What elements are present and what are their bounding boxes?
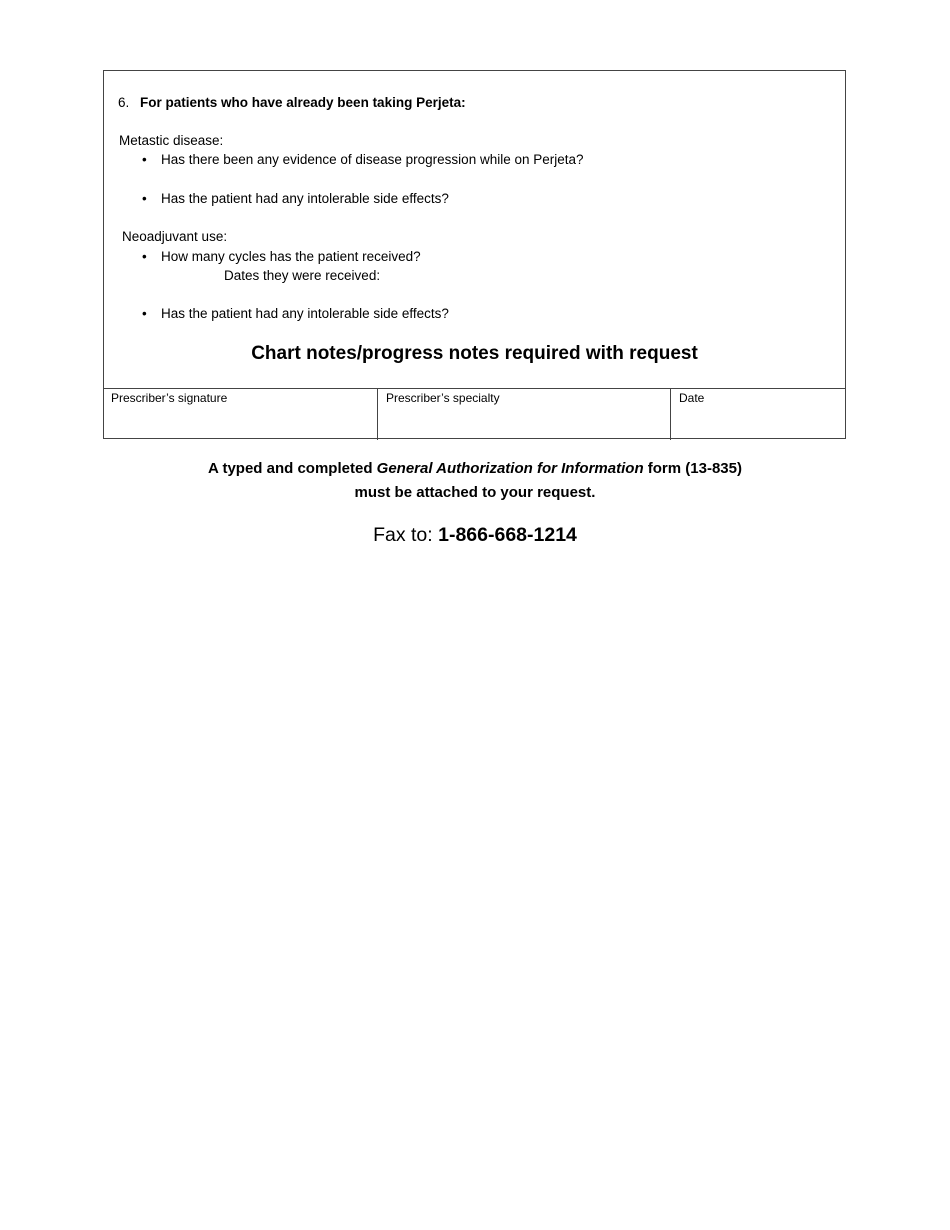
fax-label: Fax to: xyxy=(373,524,439,546)
chart-notes-heading: Chart notes/progress notes required with request xyxy=(251,343,698,364)
fax-line xyxy=(0,524,950,547)
metastatic-label: Metastic disease: xyxy=(119,133,224,148)
prescriber-signature-label: Prescriber’s signature xyxy=(111,391,228,405)
metastatic-item-progression: • Has there been any evidence of disease progression while on Perjeta? xyxy=(161,152,584,167)
neoadjuvant-item-side-effects: • Has the patient had any intolerable side effects? xyxy=(161,306,449,321)
neoadjuvant-label: Neoadjuvant use: xyxy=(122,229,228,244)
neoadjuvant-dates-label: Dates they were received: xyxy=(224,268,381,283)
notice-suffix: form (13-835) xyxy=(643,460,742,477)
question-number: 6. xyxy=(118,95,130,110)
date-label: Date xyxy=(679,391,705,405)
authorization-notice-line2: must be attached to your request. xyxy=(354,484,596,501)
prescriber-specialty-field[interactable] xyxy=(377,389,670,440)
form-section-box xyxy=(103,70,846,439)
prescriber-signature-field[interactable] xyxy=(103,389,377,440)
date-field[interactable] xyxy=(670,389,846,440)
neoadjuvant-item-cycles: • How many cycles has the patient received? xyxy=(161,249,421,264)
notice-prefix: A typed and completed xyxy=(208,460,377,477)
fax-number: 1-866-668-1214 xyxy=(438,524,577,546)
authorization-notice-line1 xyxy=(0,460,950,477)
question-title: For patients who have already been taking Perjeta: xyxy=(140,95,466,110)
notice-form-name: General Authorization for Information xyxy=(376,460,644,477)
prescriber-specialty-label: Prescriber’s specialty xyxy=(386,391,500,405)
signature-row xyxy=(103,388,846,440)
metastatic-item-side-effects: • Has the patient had any intolerable side effects? xyxy=(161,191,449,206)
